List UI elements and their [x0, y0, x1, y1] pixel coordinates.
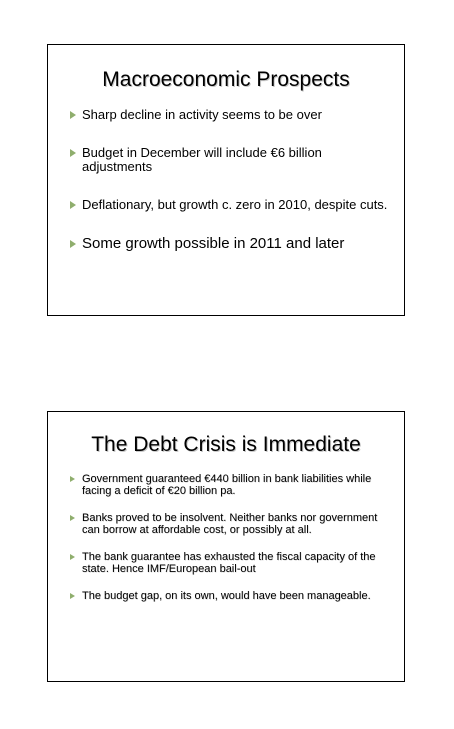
arrow-bullet-icon [70, 515, 75, 521]
bullet-text: The budget gap, on its own, would have been manageable. [82, 590, 371, 603]
list-item [48, 236, 404, 252]
arrow-bullet-icon [70, 240, 76, 248]
bullet-text: Budget in December will include €6 billion adjustments [82, 145, 322, 175]
list-item [48, 552, 404, 575]
arrow-bullet-icon [70, 149, 76, 157]
arrow-bullet-icon [70, 476, 75, 482]
bullet-list [48, 108, 404, 252]
list-item [48, 146, 404, 174]
bullet-text: Government guaranteed €440 billion in bank liabilities while facing a deficit of €20 billion pa. [82, 473, 372, 497]
arrow-bullet-icon [70, 593, 75, 599]
slide-debt-crisis [47, 411, 405, 682]
slide-macroeconomic-prospects [47, 44, 405, 316]
arrow-bullet-icon [70, 201, 76, 209]
bullet-text: Deflationary, but growth c. zero in 2010, despite cuts. [82, 197, 388, 213]
list-item [48, 474, 404, 497]
list-item [48, 513, 404, 536]
arrow-bullet-icon [70, 554, 75, 560]
arrow-bullet-icon [70, 111, 76, 119]
bullet-list [48, 474, 404, 603]
bullet-text: The bank guarantee has exhausted the fiscal capacity of the state. Hence IMF/European bail-out [82, 551, 376, 575]
bullet-text: Some growth possible in 2011 and later [82, 235, 345, 253]
slide-title: The Debt Crisis is Immediate [91, 433, 361, 456]
bullet-text: Sharp decline in activity seems to be over [82, 107, 322, 122]
slide-title: Macroeconomic Prospects [102, 68, 350, 91]
bullet-text: Banks proved to be insolvent. Neither banks nor government can borrow at affordable cost, or possibly at all. [82, 512, 378, 536]
list-item [48, 198, 404, 212]
list-item [48, 108, 404, 122]
list-item [48, 591, 404, 603]
